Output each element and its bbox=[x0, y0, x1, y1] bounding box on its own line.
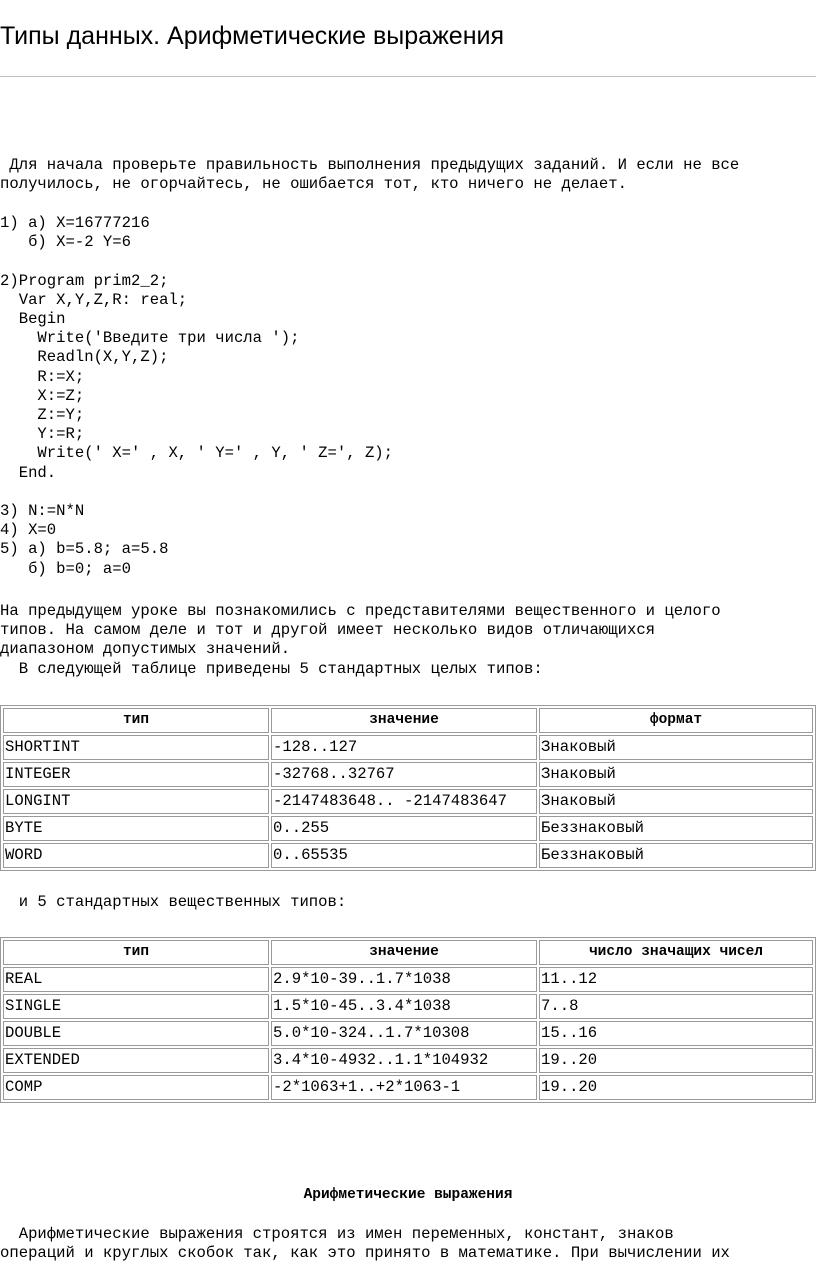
table-cell: 7..8 bbox=[539, 994, 813, 1019]
text-line: 4) X=0 bbox=[0, 521, 57, 540]
section-heading: Арифметические выражения bbox=[303, 1187, 513, 1203]
text-line: Write('Введите три числа '); bbox=[0, 329, 300, 348]
integer-types-table bbox=[0, 705, 816, 871]
page-title: Типы данных. Арифметические выражения bbox=[0, 22, 505, 50]
table-cell: COMP bbox=[3, 1075, 269, 1100]
text-line: Begin bbox=[0, 310, 66, 328]
table-row bbox=[3, 994, 813, 1019]
table-cell: 0..255 bbox=[271, 816, 537, 841]
table-cell: Беззнаковый bbox=[539, 816, 813, 841]
table-row bbox=[3, 1048, 813, 1073]
table-cell: Знаковый bbox=[539, 762, 813, 787]
table-cell: 15..16 bbox=[539, 1021, 813, 1046]
table-cell: SHORTINT bbox=[3, 735, 269, 760]
text-line: 2)Program prim2_2; bbox=[0, 271, 169, 290]
column-header-type: тип bbox=[3, 708, 269, 733]
text-line: Write(' X=' , X, ' Y=' , Y, ' Z=', Z); bbox=[0, 444, 394, 463]
text-line: диапазоном допустимых значений. bbox=[0, 640, 291, 659]
real-table-body bbox=[3, 967, 813, 1100]
text-line: На предыдущем уроке вы познакомились с представителями вещественного и целого bbox=[0, 602, 721, 620]
column-header-significant-digits: число значащих чисел bbox=[539, 940, 813, 965]
table-cell: 11..12 bbox=[539, 967, 813, 992]
table-cell: LONGINT bbox=[3, 789, 269, 814]
text-line: б) X=-2 Y=6 bbox=[0, 233, 132, 252]
real-types-table bbox=[0, 937, 816, 1103]
table-header-row bbox=[3, 708, 813, 733]
table-row bbox=[3, 1075, 813, 1100]
table-row bbox=[3, 816, 813, 841]
table-cell: 19..20 bbox=[539, 1048, 813, 1073]
table-cell: Знаковый bbox=[539, 789, 813, 814]
table-cell: 0..65535 bbox=[271, 843, 537, 868]
table-cell: 1.5*10-45..3.4*1038 bbox=[271, 994, 537, 1019]
table-cell: SINGLE bbox=[3, 994, 269, 1019]
text-line: В следующей таблице приведены 5 стандартных целых типов: bbox=[0, 659, 543, 678]
table-cell: INTEGER bbox=[3, 762, 269, 787]
text-line: X:=Z; bbox=[0, 386, 85, 405]
table-cell: -32768..32767 bbox=[271, 762, 537, 787]
integer-table-body bbox=[3, 735, 813, 868]
table-cell: REAL bbox=[3, 967, 269, 992]
table-cell: 5.0*10-324..1.7*10308 bbox=[271, 1021, 537, 1046]
table-cell: DOUBLE bbox=[3, 1021, 269, 1046]
table-cell: 3.4*10-4932..1.1*104932 bbox=[271, 1048, 537, 1073]
table-cell: -2*1063+1..+2*1063-1 bbox=[271, 1075, 537, 1100]
text-line: 3) N:=N*N bbox=[0, 502, 85, 520]
title-divider bbox=[0, 76, 816, 77]
text-line: Z:=Y; bbox=[0, 406, 85, 424]
table-row bbox=[3, 967, 813, 992]
text-line: 5) а) b=5.8; a=5.8 bbox=[0, 540, 169, 559]
text-line: б) b=0; a=0 bbox=[0, 559, 132, 578]
column-header-type: тип bbox=[3, 940, 269, 965]
table-cell: EXTENDED bbox=[3, 1048, 269, 1073]
table-cell: BYTE bbox=[3, 816, 269, 841]
table-row bbox=[3, 762, 813, 787]
text-line: Readln(X,Y,Z); bbox=[0, 348, 169, 367]
real-types-intro: и 5 стандартных вещественных типов: bbox=[0, 893, 347, 911]
table-row bbox=[3, 1021, 813, 1046]
column-header-value: значение bbox=[271, 940, 537, 965]
text-line: типов. На самом деле и тот и другой имеет несколько видов отличающихся bbox=[0, 621, 656, 640]
text-line: Var X,Y,Z,R: real; bbox=[0, 290, 188, 309]
table-cell: Знаковый bbox=[539, 735, 813, 760]
table-cell: WORD bbox=[3, 843, 269, 868]
text-line: Y:=R; bbox=[0, 425, 85, 444]
table-row bbox=[3, 735, 813, 760]
text-line: Для начала проверьте правильность выполнения предыдущих заданий. И если не все bbox=[0, 156, 740, 174]
table-cell: 2.9*10-39..1.7*1038 bbox=[271, 967, 537, 992]
text-line: операций и круглых скобок так, как это принято в математике. При вычислении их bbox=[0, 1244, 730, 1263]
table-row bbox=[3, 843, 813, 868]
table-cell: Беззнаковый bbox=[539, 843, 813, 868]
column-header-value: значение bbox=[271, 708, 537, 733]
text-line: Арифметические выражения строятся из имен переменных, констант, знаков bbox=[0, 1225, 674, 1243]
text-line: End. bbox=[0, 463, 57, 482]
text-line: получилось, не огорчайтесь, не ошибается тот, кто ничего не делает. bbox=[0, 175, 627, 194]
table-cell: -2147483648.. -2147483647 bbox=[271, 789, 537, 814]
table-cell: 19..20 bbox=[539, 1075, 813, 1100]
column-header-format: формат bbox=[539, 708, 813, 733]
table-header-row bbox=[3, 940, 813, 965]
table-row bbox=[3, 789, 813, 814]
text-line: R:=X; bbox=[0, 367, 85, 386]
text-line: 1) а) X=16777216 bbox=[0, 214, 150, 232]
table-cell: -128..127 bbox=[271, 735, 537, 760]
